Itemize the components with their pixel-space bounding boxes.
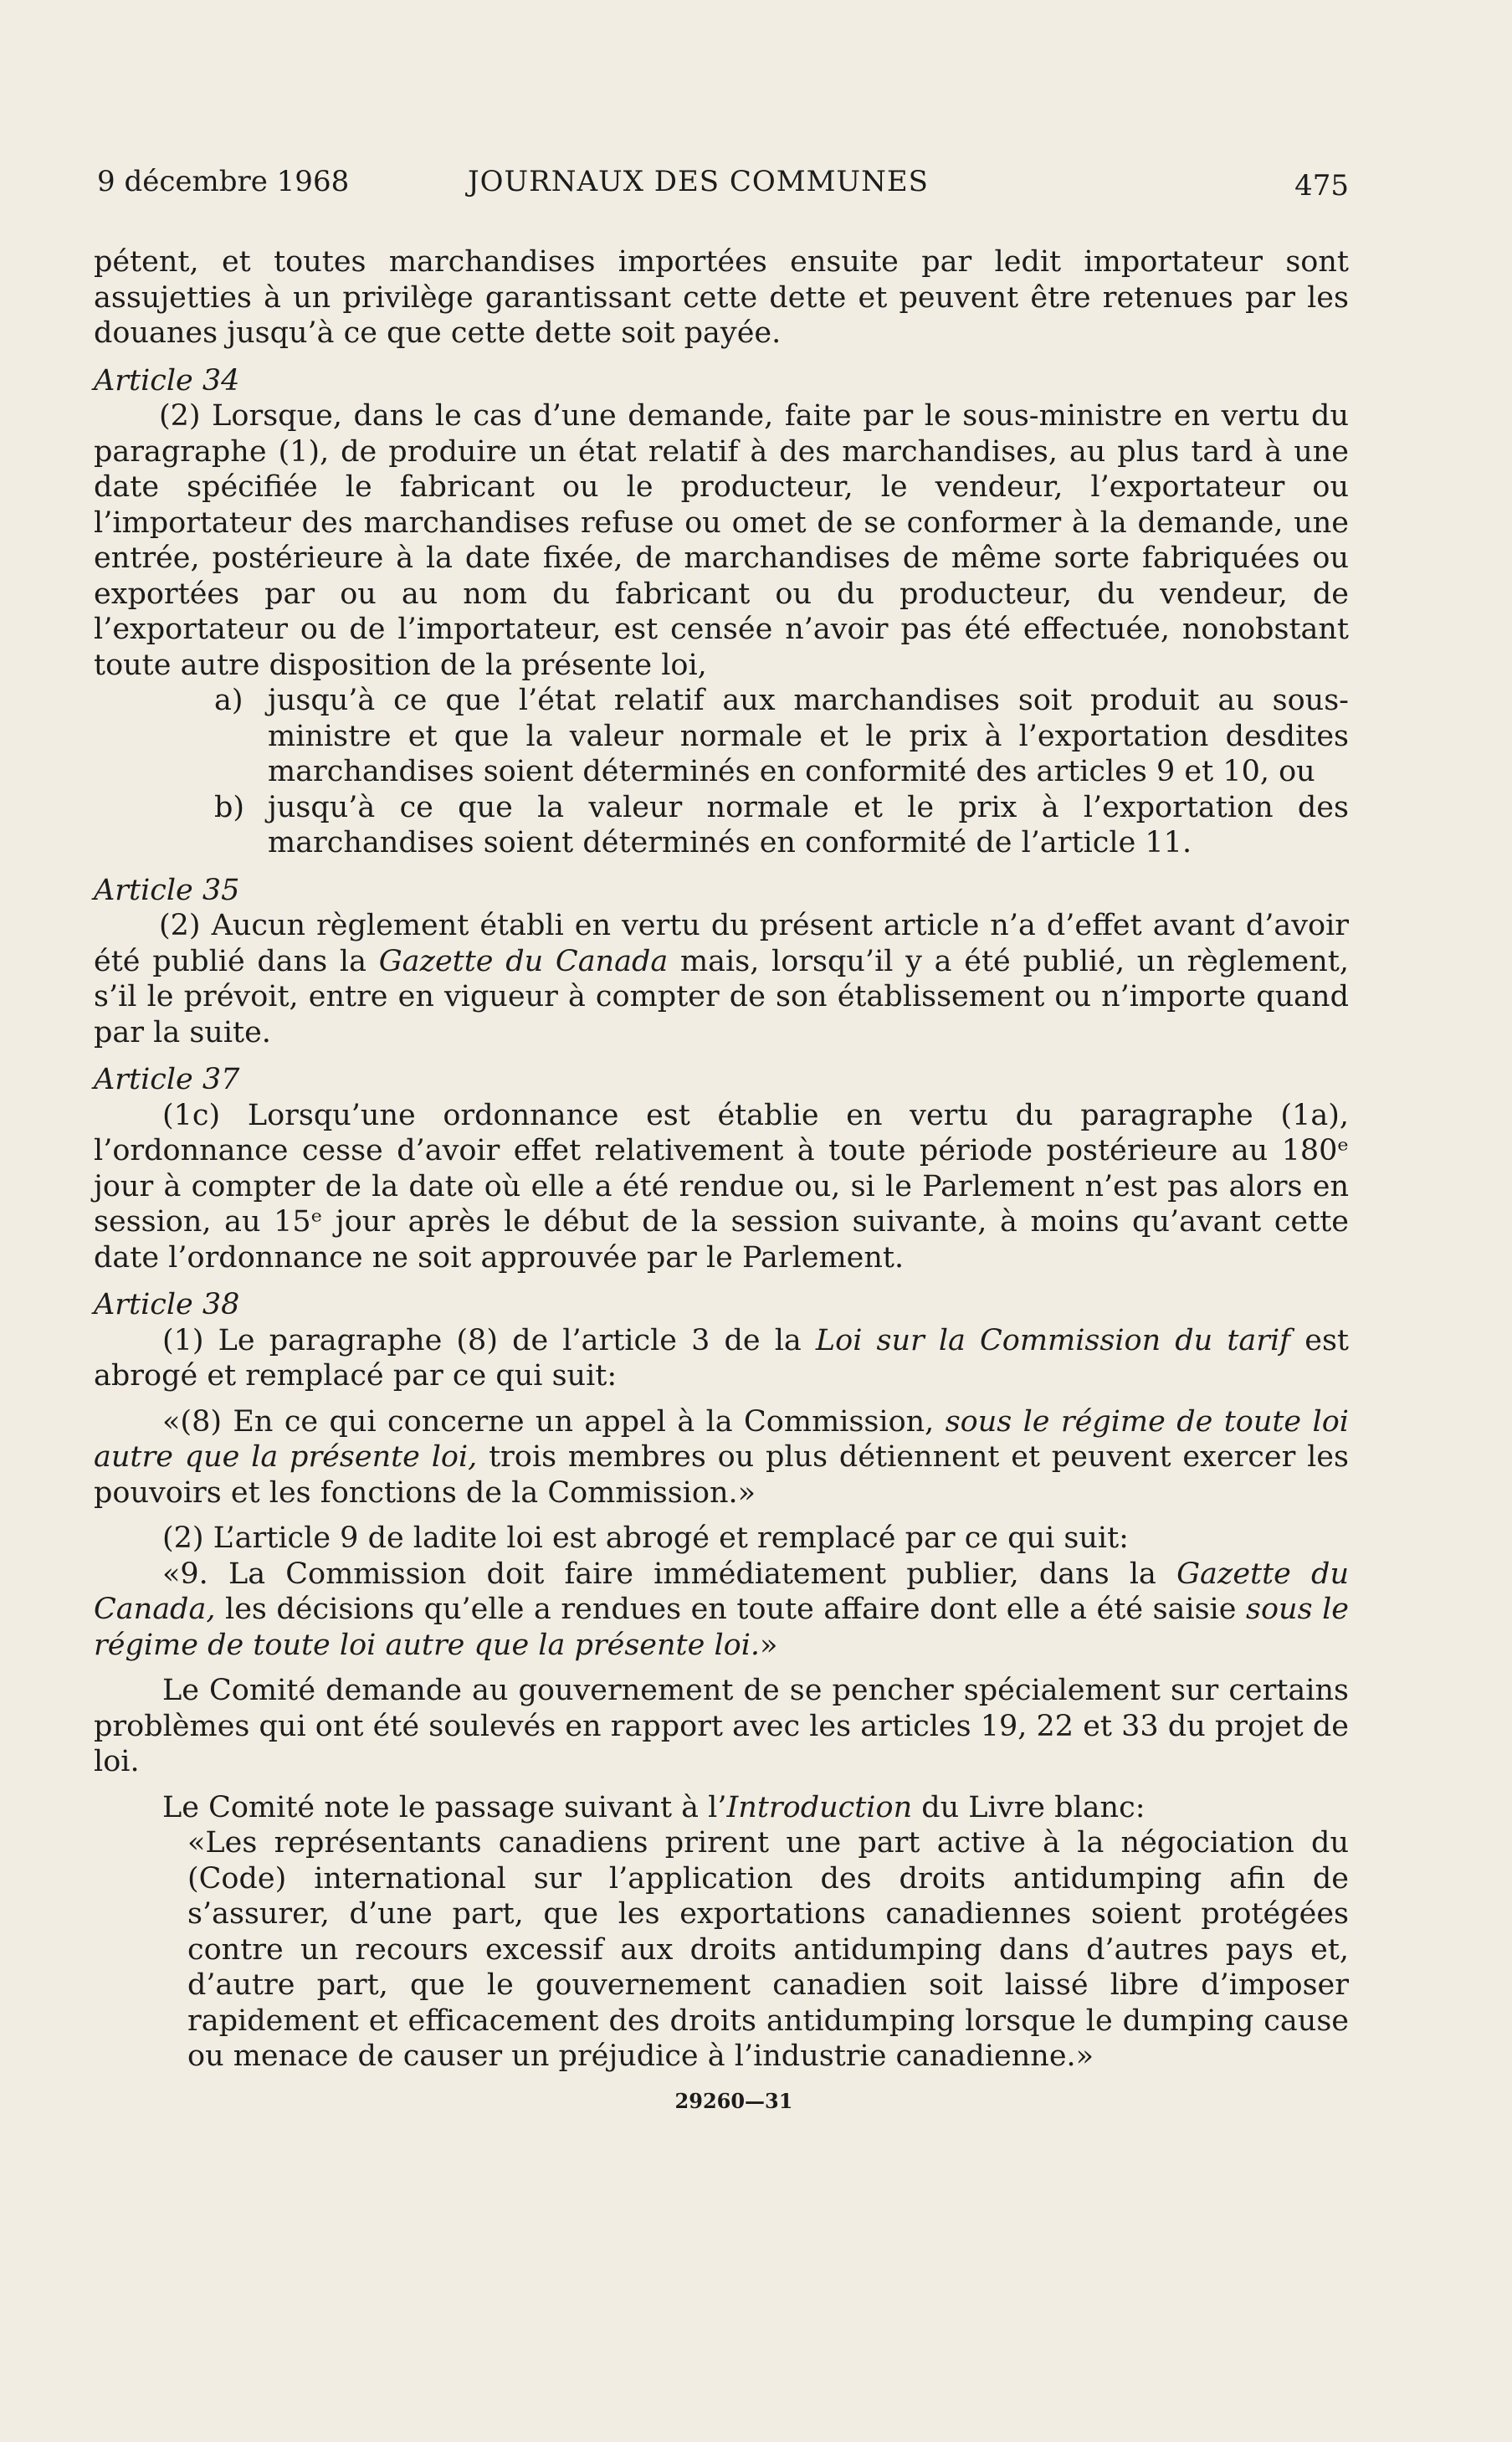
article-38-p4-em: sous le régime de toute loi autre que la présente loi. (94, 1593, 1350, 1662)
comite-paragraph-2 (94, 1790, 1349, 1826)
article-35-heading: Article 35 (94, 873, 240, 907)
article-38-p4-text-a: «9. La Commission doit faire immédiatement publier, dans la (162, 1557, 1177, 1591)
journal-page (94, 159, 1349, 2115)
article-38-paragraph-4 (94, 1557, 1349, 1664)
item-b-label: b) (214, 790, 245, 824)
article-38-paragraph-1 (94, 1323, 1349, 1394)
article-38-p1-text-a: (1) Le paragraphe (8) de l’article 3 de la (162, 1323, 816, 1357)
article-38-heading: Article 38 (94, 1288, 240, 1321)
article-38-p1-loi: Loi sur la Commission du tarif (815, 1323, 1291, 1357)
article-38-p1-text-b: est abrogé et remplacé par ce qui suit: (94, 1323, 1349, 1393)
article-35-paragraph (94, 908, 1349, 1050)
article-38-p2-em: sous le régime de toute loi autre que la présente loi, (94, 1404, 1349, 1474)
article-35-text-2: mais, lorsqu’il y a été publié, un règlement, s’il le prévoit, entre en vigueur à compter de son établissement ou n’importe quand par la suite. (94, 944, 1349, 1049)
article-38-p4-gazette: Gazette du Canada, (94, 1557, 1349, 1626)
article-38-p4-text-b: les décisions qu’elle a rendues en toute affaire dont elle a été saisie (215, 1593, 1247, 1626)
article-38-paragraph-2 (94, 1404, 1349, 1511)
article-34-item-a (214, 683, 1349, 790)
article-34-paragraph: (2) Lorsque, dans le cas d’une demande, faite par le sous-ministre en vertu du paragraphe (1), de produire un état relatif à des marchandises, au plus tard à une date spécifiée le fabricant ou le producteur, le vendeur, l’exportateur ou l’importateur des marchandises refuse ou omet de se conformer à la demande, une entrée, postérieure à la date fixée, de marchandises de même sorte fabriquées ou exportées par ou au nom du fabricant ou du producteur, du vendeur, de l’exportateur ou de l’importateur, est censée n’avoir pas été effectuée, nonobstant toute autre disposition de la présente loi, (94, 399, 1349, 682)
comite-2-introduction: Introduction (726, 1790, 913, 1824)
article-38-p4-text-c: » (760, 1628, 778, 1662)
article-34-item-b (214, 790, 1349, 861)
article-38-paragraph-3: (2) L’article 9 de ladite loi est abrogé et remplacé par ce qui suit: (162, 1521, 1129, 1555)
article-37-paragraph: (1c) Lorsqu’une ordonnance est établie en vertu du paragraphe (1a), l’ordonnance cesse d’avoir effet relativement à toute période postérieure au 180ᵉ jour à compter de la date où elle a été rendue ou, si le Parlement n’est pas alors en session, au 15ᵉ jour après le début de la session suivante, à moins qu’avant cette date l’ordonnance ne soit approuvée par le Parlement. (94, 1098, 1349, 1275)
article-38-p2-text-a: «(8) En ce qui concerne un appel à la Commission, (162, 1404, 946, 1439)
article-37-heading: Article 37 (94, 1063, 240, 1096)
intro-paragraph: pétent, et toutes marchandises importées ensuite par ledit importateur sont assujetties à un privilège garantissant cette dette et peuvent être retenues par les douanes jusqu’à ce que cette dette soit payée. (94, 245, 1349, 350)
header-title: JOURNAUX DES COMMUNES (468, 165, 929, 198)
header-date: 9 décembre 1968 (97, 165, 350, 198)
item-a-label: a) (214, 684, 243, 717)
item-a-text: jusqu’à ce que l’état relatif aux marchandises soit produit au sous-ministre et que la valeur normale et le prix à l’exportation desdites marchandises soient déterminés en conformité des articles 9 et 10, ou (268, 684, 1349, 788)
item-b-text: jusqu’à ce que la valeur normale et le prix à l’exportation des marchandises soient déterminés en conformité de l’article 11. (268, 790, 1349, 859)
comite-paragraph-1: Le Comité demande au gouvernement de se pencher spécialement sur certains problèmes qui ont été soulevés en rapport avec les articles 19, 22 et 33 du projet de loi. (94, 1674, 1349, 1778)
white-paper-quote: «Les représentants canadiens prirent une part active à la négociation du (Code) international sur l’application des droits antidumping afin de s’assurer, d’une part, que les exportations canadiennes soient protégées contre un recours excessif aux droits antidumping dans d’autres pays et, d’autre part, que le gouvernement canadien soit laissé libre d’imposer rapidement et efficacement des droits antidumping lorsque le dumping cause ou menace de causer un préjudice à l’industrie canadienne.» (187, 1826, 1349, 2073)
article-35-text-1: (2) Aucun règlement établi en vertu du présent article n’a d’effet avant d’avoir été publié dans la (94, 909, 1349, 978)
comite-2-text-a: Le Comité note le passage suivant à l’ (162, 1790, 727, 1824)
article-38-p2-text-b: trois membres ou plus détiennent et peuvent exercer les pouvoirs et les fonctions de la Commission.» (94, 1440, 1349, 1510)
article-35-gazette: Gazette du Canada (378, 944, 669, 978)
page-footer-code: 29260—31 (674, 2088, 793, 2113)
header-page-number: 475 (1294, 169, 1349, 203)
comite-2-text-b: du Livre blanc: (912, 1790, 1146, 1824)
article-34-heading: Article 34 (94, 363, 240, 398)
page-header (94, 159, 1349, 204)
